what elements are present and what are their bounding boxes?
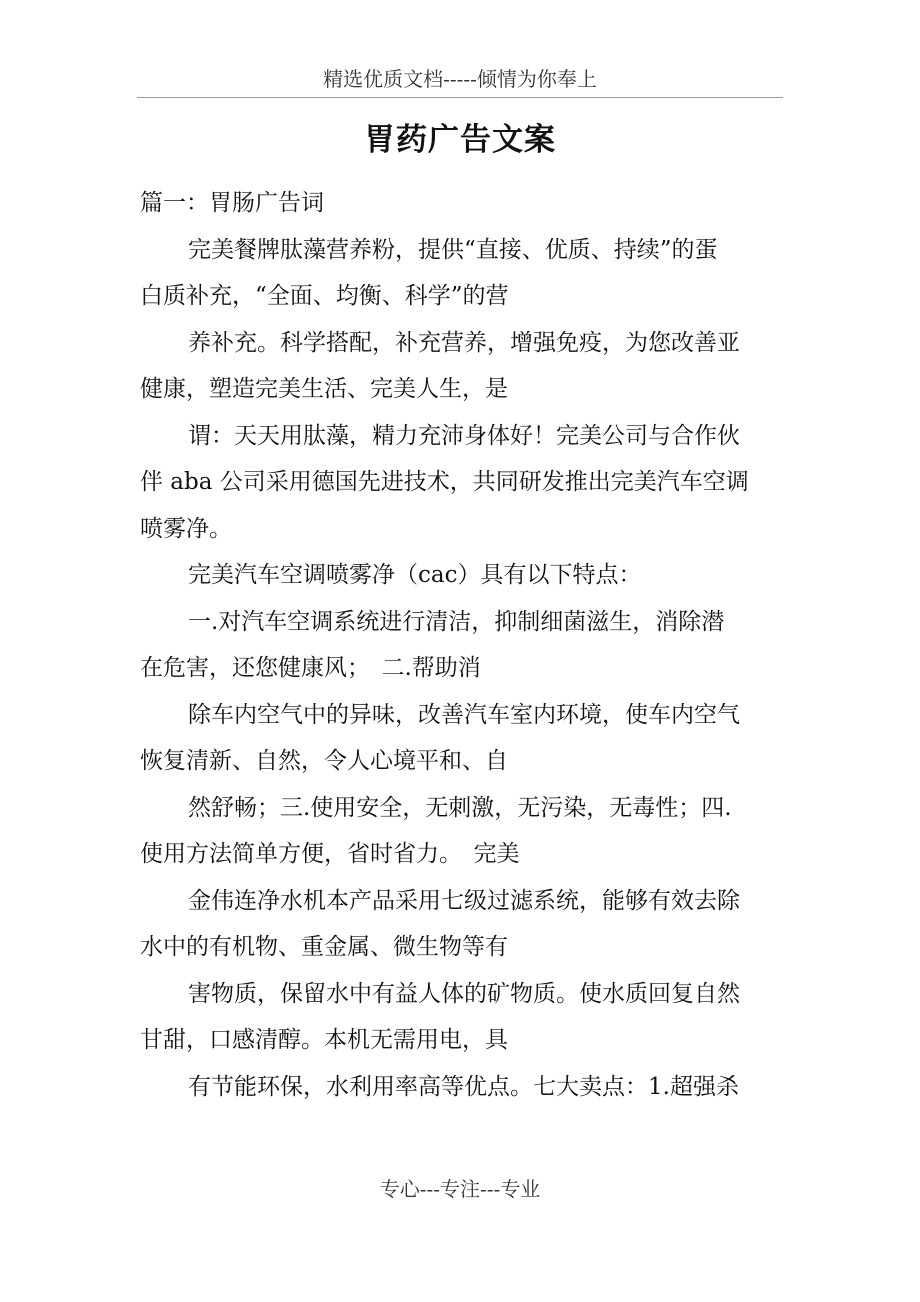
body-line-4: 养补充。科学搭配，补充营养，增强免疫，为您改善亚	[188, 329, 740, 356]
body-line-7: 伴 aba 公司采用德国先进技术，共同研发推出完美汽车空调	[140, 469, 749, 495]
body-line-19: 甘甜，口感清醇。本机无需用电，具	[140, 1027, 508, 1053]
body-line-5: 健康，塑造完美生活、完美人生，是	[140, 376, 508, 402]
body-line-15: 使用方法简单方便，省时省力。 完美	[140, 841, 520, 867]
header-divider	[137, 97, 783, 98]
body-line-3: 白质补充，“全面、均衡、科学”的营	[140, 283, 509, 309]
body-line-20: 有节能环保，水利用率高等优点。七大卖点：1.超强杀	[188, 1073, 739, 1100]
body-line-1: 篇一：胃肠广告词	[140, 190, 324, 216]
document-title: 胃药广告文案	[364, 122, 556, 158]
body-line-2: 完美餐牌肽藻营养粉，提供“直接、优质、持续”的蛋	[188, 236, 718, 263]
body-line-13: 恢复清新、自然，令人心境平和、自	[140, 748, 508, 774]
page-header: 精选优质文档-----倾情为你奉上	[323, 67, 597, 91]
body-line-9: 完美汽车空调喷雾净（cac）具有以下特点：	[188, 562, 642, 588]
body-line-17: 水中的有机物、重金属、微生物等有	[140, 934, 508, 960]
body-line-11: 在危害，还您健康风； 二.帮助消	[140, 655, 481, 681]
body-line-10: 一.对汽车空调系统进行清洁，抑制细菌滋生，消除潜	[188, 608, 725, 635]
body-line-16: 金伟连净水机本产品采用七级过滤系统，能够有效去除	[188, 887, 740, 914]
document-body	[140, 184, 785, 1114]
body-line-6: 谓：天天用肽藻，精力充沛身体好！完美公司与合作伙	[188, 422, 740, 449]
page-footer: 专心---专注---专业	[379, 1177, 541, 1201]
body-line-14: 然舒畅；三.使用安全，无刺激，无污染，无毒性；四.	[188, 794, 732, 821]
body-line-18: 害物质，保留水中有益人体的矿物质。使水质回复自然	[188, 980, 740, 1007]
body-line-8: 喷雾净。	[140, 515, 232, 542]
body-line-12: 除车内空气中的异味，改善汽车室内环境，使车内空气	[188, 701, 740, 728]
